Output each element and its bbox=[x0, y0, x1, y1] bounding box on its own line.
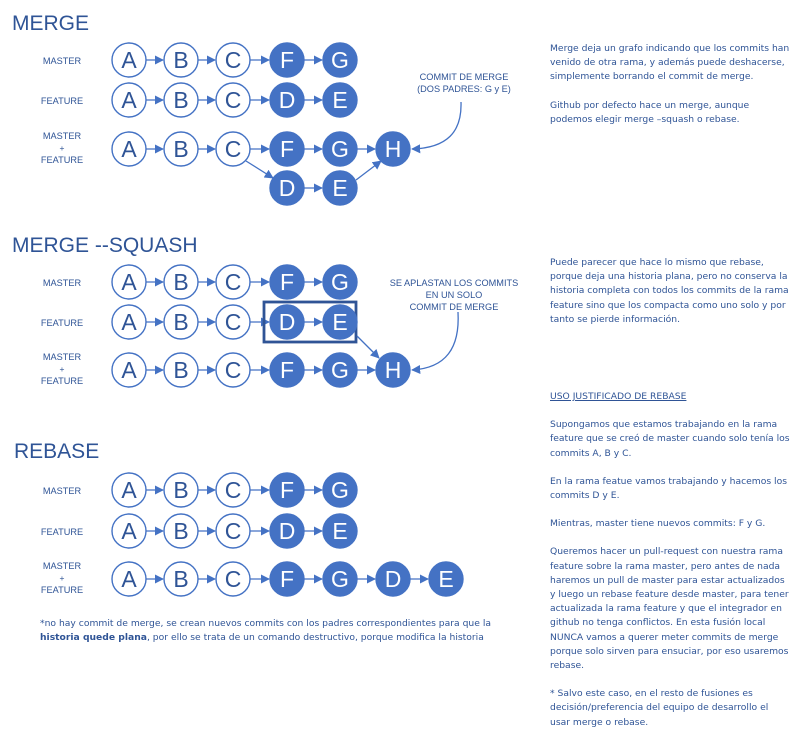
squash-row0-commit-g-label: G bbox=[331, 269, 349, 295]
rebase-row1-commit-e-label: E bbox=[332, 518, 348, 544]
rebase-row0-commit-g-label: G bbox=[331, 477, 349, 503]
rebase-row0-label: MASTER bbox=[42, 486, 82, 496]
squash-row2-commit-h-label: H bbox=[384, 357, 402, 383]
squash-explanation bbox=[550, 256, 790, 327]
rebase-row2-label-plus: + bbox=[59, 573, 65, 583]
squash-row0-commit-c-label: C bbox=[224, 269, 242, 295]
merge-row2-commit-b-label: B bbox=[173, 136, 189, 162]
squash-row2-commit-g-label: G bbox=[331, 357, 349, 383]
merge-paragraph-1: Merge deja un grafo indicando que los commits han venido de otra rama, y además puede deshacerse, simplemente borrando el commit de merge. bbox=[550, 43, 790, 83]
rebase-row2-commit-b-label: B bbox=[173, 566, 189, 592]
squash-title: MERGE --SQUASH bbox=[12, 234, 198, 257]
footnote-text-1: *no hay commit de merge, se crean nuevos commits con los padres correspondientes para que la bbox=[40, 618, 491, 629]
rebase-row0-commit-f-label: F bbox=[279, 477, 295, 503]
squash-row1-commit-b-label: B bbox=[173, 309, 189, 335]
squash-row2-commit-f-label: F bbox=[279, 357, 295, 383]
rebase-row2-commit-e-label: E bbox=[438, 566, 454, 592]
squash-row1-commit-d-label: D bbox=[278, 309, 296, 335]
rebase-row1-commit-a-label: A bbox=[121, 518, 137, 544]
merge-row1-commit-b-label: B bbox=[173, 87, 189, 113]
merge-row1-label: FEATURE bbox=[40, 96, 84, 106]
merge-row0-commit-c-label: C bbox=[224, 47, 242, 73]
squash-row0-commit-b-label: B bbox=[173, 269, 189, 295]
rebase-row2-commit-c-label: C bbox=[224, 566, 242, 592]
merge-branch-edge-eh bbox=[356, 161, 381, 180]
squash-annotation-line-1: SE APLASTAN LOS COMMITS bbox=[389, 278, 519, 288]
rebase-row2-label-1: MASTER bbox=[42, 561, 82, 571]
squash-annotation-line-2: EN UN SOLO bbox=[425, 290, 483, 300]
merge-annotation-line-2: (DOS PADRES: G y E) bbox=[417, 84, 511, 94]
squash-annotation-line-3: COMMIT DE MERGE bbox=[409, 302, 499, 312]
rebase-row1-commit-b-label: B bbox=[173, 518, 189, 544]
merge-explanation bbox=[550, 42, 790, 127]
rebase-row1-commit-c-label: C bbox=[224, 518, 242, 544]
squash-row2-label-1: MASTER bbox=[42, 352, 82, 362]
squash-row2-commit-c-label: C bbox=[224, 357, 242, 383]
merge-row2-commit-g-label: G bbox=[331, 136, 349, 162]
merge-title: MERGE bbox=[12, 12, 90, 35]
merge-row2-commit-a-label: A bbox=[121, 136, 137, 162]
rebase-paragraph-5: * Salvo este caso, en el resto de fusiones es decisión/preferencia del equipo de desarrollo el usar merge o rebase. bbox=[550, 688, 769, 728]
rebase-row2-commit-d-label: D bbox=[384, 566, 402, 592]
merge-annotation-line-1: COMMIT DE MERGE bbox=[419, 72, 509, 82]
rebase-paragraph-2: En la rama featue vamos trabajando y hacemos los commits D y E. bbox=[550, 475, 788, 502]
merge-branch-commit-d-label: D bbox=[278, 175, 296, 201]
merge-row2-label-2: FEATURE bbox=[40, 155, 84, 165]
squash-row1-label: FEATURE bbox=[40, 318, 84, 328]
rebase-row2-commit-f-label: F bbox=[279, 566, 295, 592]
rebase-row0-commit-c-label: C bbox=[224, 477, 242, 503]
merge-row0-commit-a-label: A bbox=[121, 47, 137, 73]
rebase-row1-commit-d-label: D bbox=[278, 518, 296, 544]
footnote-text-2: , por ello se trata de un comando destructivo, porque modifica la historia bbox=[146, 632, 484, 643]
rebase-paragraph-1: Supongamos que estamos trabajando en la rama feature que se creó de master cuando solo tenía los commits A, B y C. bbox=[550, 419, 790, 459]
squash-row1-commit-a-label: A bbox=[121, 309, 137, 335]
rebase-row0-commit-b-label: B bbox=[173, 477, 189, 503]
merge-branch-commit-e-label: E bbox=[332, 175, 348, 201]
merge-annotation-arrow bbox=[412, 102, 461, 149]
rebase-heading: USO JUSTIFICADO DE REBASE bbox=[550, 391, 687, 402]
merge-row2-label-1: MASTER bbox=[42, 131, 82, 141]
merge-paragraph-2: Github por defecto hace un merge, aunque podemos elegir merge –squash o rebase. bbox=[550, 99, 750, 125]
squash-row2-commit-b-label: B bbox=[173, 357, 189, 383]
squash-row1-commit-e-label: E bbox=[332, 309, 348, 335]
rebase-row2-commit-a-label: A bbox=[121, 566, 137, 592]
merge-row0-commit-f-label: F bbox=[279, 47, 295, 73]
squash-row2-commit-a-label: A bbox=[121, 357, 137, 383]
merge-row0-commit-b-label: B bbox=[173, 47, 189, 73]
rebase-title: REBASE bbox=[14, 440, 100, 463]
merge-row2-commit-c-label: C bbox=[224, 136, 242, 162]
rebase-footnote bbox=[40, 617, 530, 645]
merge-row0-commit-g-label: G bbox=[331, 47, 349, 73]
rebase-row2-label-2: FEATURE bbox=[40, 585, 84, 595]
squash-edge-box-h bbox=[357, 336, 379, 358]
merge-row1-commit-e-label: E bbox=[332, 87, 348, 113]
squash-row2-label-2: FEATURE bbox=[40, 376, 84, 386]
merge-row2-commit-f-label: F bbox=[279, 136, 295, 162]
squash-paragraph-1: Puede parecer que hace lo mismo que rebase, porque deja una historia plana, pero no conserva la historia completa con todos los commits de la rama feature sino que los compacta como uno solo y por tanto se pierde información. bbox=[550, 257, 789, 325]
rebase-row2-commit-g-label: G bbox=[331, 566, 349, 592]
merge-row0-label: MASTER bbox=[42, 56, 82, 66]
merge-row1-commit-d-label: D bbox=[278, 87, 296, 113]
squash-row0-label: MASTER bbox=[42, 278, 82, 288]
rebase-paragraph-4: Queremos hacer un pull-request con nuestra rama feature sobre la rama master, pero antes de nada haremos un pull de master para estar actualizados y luego un rebase feature desde master, para tener actualizada la rama feature y que el integrador en github no tenga conflictos. En esta fusión local NUNCA vamos a querer meter commits de merge porque solo sirven para ensuciar, por eso usaremos rebase. bbox=[550, 546, 789, 672]
squash-row0-commit-a-label: A bbox=[121, 269, 137, 295]
squash-row1-commit-c-label: C bbox=[224, 309, 242, 335]
merge-row1-commit-a-label: A bbox=[121, 87, 137, 113]
merge-row2-label-plus: + bbox=[59, 143, 65, 153]
rebase-paragraph-3: Mientras, master tiene nuevos commits: F y G. bbox=[550, 518, 766, 530]
rebase-row0-commit-a-label: A bbox=[121, 477, 137, 503]
rebase-row1-label: FEATURE bbox=[40, 527, 84, 537]
squash-annotation-arrow bbox=[412, 312, 458, 370]
merge-row1-commit-c-label: C bbox=[224, 87, 242, 113]
rebase-explanation bbox=[550, 390, 790, 730]
footnote-bold: historia quede plana bbox=[40, 632, 147, 643]
squash-row0-commit-f-label: F bbox=[279, 269, 295, 295]
merge-row2-commit-h-label: H bbox=[384, 136, 402, 162]
merge-branch-edge-cd bbox=[246, 161, 273, 178]
squash-row2-label-plus: + bbox=[59, 364, 65, 374]
